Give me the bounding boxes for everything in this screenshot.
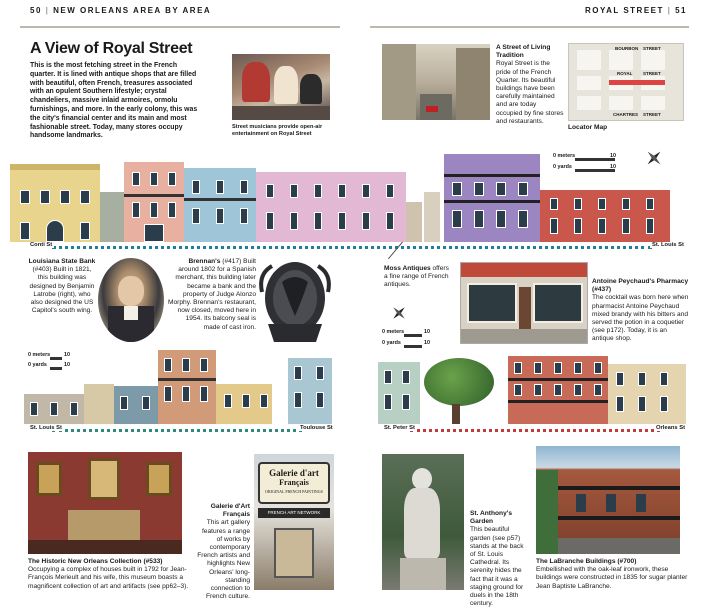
labranche-caption-ref: (#700) [617, 558, 637, 565]
peychaud-caption-title: Antoine Peychaud's Pharmacy [592, 278, 689, 285]
labranche-photo [536, 446, 680, 554]
scale-meters-label: 0 meters [553, 153, 576, 159]
galerie-sign-line1: Galerie d'art [269, 468, 319, 478]
moss-antiques-building [444, 154, 540, 242]
compass-icon-mid [390, 304, 408, 322]
bottom-right-streetscape [376, 352, 688, 424]
labranche-caption [536, 558, 690, 591]
benjamin-latrobe-portrait [98, 258, 164, 342]
labranche-caption-body: Embellished with the oak-leaf ironwork, these buildings were constructed in 1835 for sugar planter Jean Baptiste LaBranche. [536, 566, 688, 590]
scale-yards-label: 0 yards [553, 164, 572, 170]
map-chartres-label: CHARTRES [613, 112, 639, 117]
hnoc-building [114, 386, 158, 424]
left-page-number: 50 [30, 6, 42, 15]
bank-caption [28, 258, 96, 315]
map-street-label-2: STREET [643, 71, 661, 76]
bottom-right-street-line [410, 429, 660, 432]
street-tradition-body: Royal Street is the pride of the French Quarter. Its beautiful buildings have been carefully maintained and are today occupied by fine stores and restaurants. [496, 60, 564, 125]
right-section-title: ROYAL STREET [584, 6, 664, 15]
scale-meters-mid: 0 meters 10 [382, 329, 430, 335]
hnoc-caption-ref: (#533) [143, 558, 163, 565]
left-section-title: NEW ORLEANS AREA BY AREA [53, 6, 212, 15]
galerie-sign-line3: ORIGINAL FRENCH PAINTINGS [265, 489, 323, 494]
galerie-caption [196, 503, 250, 601]
st-anthony-statue-photo [382, 454, 464, 590]
galerie-building [288, 358, 332, 424]
galerie-sign-photo [254, 454, 334, 590]
hnoc-caption-body: Occupying a complex of houses built in 1792 for Jean-François Merieult and his wife, this museum boasts a magnificent collection of art and artifacts (see pp62–3). [28, 566, 189, 590]
bank-caption-title: Louisiana State Bank [28, 258, 96, 265]
anthony-caption [470, 510, 530, 608]
map-royal-label: ROYAL [617, 71, 633, 76]
moss-caption-title: Moss Antiques [384, 265, 431, 272]
brennans-caption [168, 258, 256, 332]
hnoc-caption [28, 558, 208, 591]
bank-caption-ref: (#403) [32, 266, 52, 274]
scale-meters-max: 10 [610, 153, 616, 159]
peychaud-caption [592, 278, 690, 344]
hnoc-caption-title: The Historic New Orleans Collection [28, 558, 142, 565]
st-anthonys-garden-tree [424, 358, 494, 406]
galerie-sign [258, 462, 330, 504]
street-label-st-louis-top: St. Louis St [652, 242, 684, 248]
left-page-header: 50 | NEW ORLEANS AREA BY AREA [30, 6, 212, 15]
header-rule-left [20, 26, 340, 28]
anthony-caption-body: This beautiful garden (see p57) stands at the back of St. Louis Cathedral. Its serenity hides the fact that it was a staging ground for duels in the 18th century. [470, 526, 524, 608]
street-label-st-peter: St. Peter St [384, 425, 415, 431]
street-label-toulouse: Toulouse St [300, 425, 333, 431]
street-tradition-title: A Street of Living Tradition [496, 44, 551, 60]
street-label-st-louis-bottom: St. Louis St [30, 425, 62, 431]
locator-map [568, 43, 684, 121]
peychaud-caption-body: The cocktail was born here when pharmacist Antoine Peychaud mixed brandy with his bitters and served the potion in a coquetier (see p172). Today, it is an antique shop. [592, 294, 689, 343]
street-label-conti: Conti St [30, 242, 53, 248]
street-musicians-photo [232, 54, 330, 120]
brennans-building [124, 162, 184, 242]
street-view-photo [382, 44, 490, 120]
peychaud-pharmacy-photo [460, 262, 588, 344]
page-title: A View of Royal Street [30, 40, 193, 57]
scale-yards-left: 0 yards 10 [28, 362, 70, 368]
bottom-left-street-line [52, 429, 302, 432]
galerie-caption-body: This art gallery features a range of works by contemporary French artists and highlights New Orleans' long-standing connection to French culture. [197, 519, 250, 601]
top-streetscape [0, 150, 709, 242]
cast-iron-seal-icon [258, 254, 332, 350]
brennans-caption-title: Brennan's [188, 258, 221, 265]
st-peter-building [378, 362, 420, 424]
locator-map-caption: Locator Map [568, 124, 608, 131]
map-street-label-1: STREET [643, 46, 661, 51]
louisiana-state-bank-building [10, 164, 100, 242]
musicians-caption: Street musicians provide open-air entertainment on Royal Street [232, 124, 323, 137]
galerie-caption-title: Galerie d'Art Français [210, 503, 250, 519]
bank-caption-body: Built in 1821, this building was designed by Benjamin Latrobe (right), who also designed the US Capitol's south wing. [29, 266, 95, 315]
moss-caption-body: offers a fine range of French antiques. [384, 265, 449, 289]
brennans-caption-body: Built around 1802 for a Spanish merchant, this building later became a bank and the property of Judge Alonzo Morphy. Brennan's restaurant, now closed, moved here in 1954. Its balcony seal is made of cast iron. [168, 258, 256, 331]
moss-caption [384, 265, 454, 290]
peychaud-caption-ref: (#437) [592, 286, 612, 294]
map-bourbon-label: BOURBON [615, 46, 639, 51]
street-tradition-caption [496, 44, 564, 126]
scale-yards-mid: 0 yards 10 [382, 340, 430, 346]
right-page-number: 51 [675, 6, 687, 15]
galerie-network-sign: FRENCH ART NETWORK [258, 508, 330, 518]
labranche-buildings [508, 356, 608, 424]
bottom-left-streetscape [20, 344, 332, 424]
brennans-caption-ref: (#417) [222, 258, 242, 265]
labranche-caption-title: The LaBranche Buildings [536, 558, 616, 565]
street-label-orleans: Orleans St [656, 425, 685, 431]
galerie-sign-line2: Français [279, 478, 309, 487]
top-street-line [52, 246, 652, 249]
map-street-label-3: STREET [643, 112, 661, 117]
header-rule-right [370, 26, 689, 28]
anthony-caption-title: St. Anthony's Garden [470, 510, 512, 526]
historic-collection-photo [28, 452, 182, 554]
scale-yards-max: 10 [610, 164, 616, 170]
scale-meters-left: 0 meters 10 [28, 352, 70, 358]
intro-text: This is the most fetching street in the French quarter. It is lined with antique shops that are filled with beautiful, often French, treasures associated with an opulent Southern lifestyle; crystal chandeliers, massive inlaid armoires, ormolu furnishings, and more. In the early colony, this was the city's financial center and its main and most fashionable street. Today, many stores occupy handsome landmarks. [30, 62, 198, 140]
right-page-header: ROYAL STREET | 51 [584, 6, 687, 15]
